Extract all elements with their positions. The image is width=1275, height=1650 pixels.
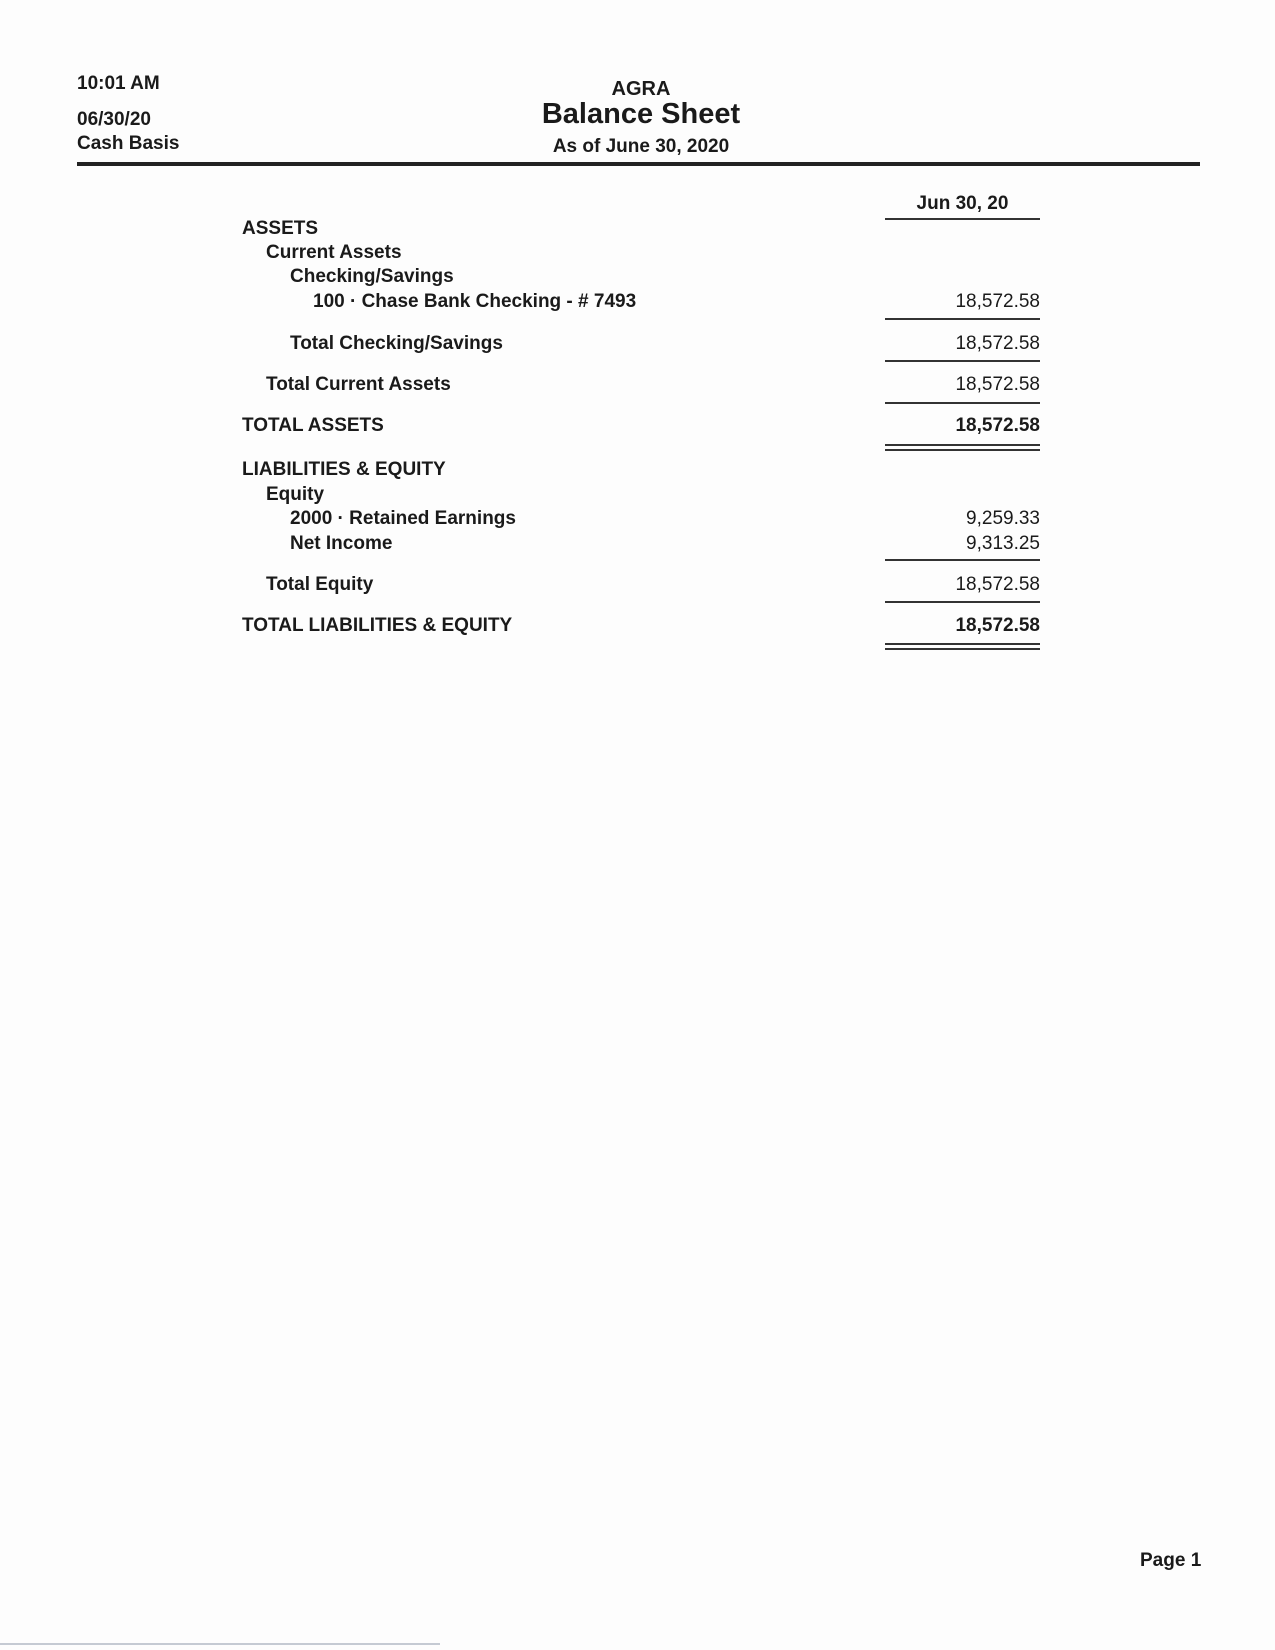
report-date: 06/30/20 <box>77 109 151 130</box>
group-checking-savings: Checking/Savings <box>290 266 454 287</box>
total-checking-savings-value: 18,572.58 <box>955 333 1040 354</box>
total-current-assets-label: Total Current Assets <box>266 374 451 395</box>
account-retained-earnings-label: 2000 · Retained Earnings <box>290 508 516 529</box>
section-liabilities-equity: LIABILITIES & EQUITY <box>242 459 446 480</box>
total-current-assets-value: 18,572.58 <box>955 374 1040 395</box>
net-income-label: Net Income <box>290 533 393 554</box>
total-equity-value: 18,572.58 <box>955 574 1040 595</box>
subtotal-rule <box>885 402 1040 404</box>
double-rule-top <box>885 444 1040 446</box>
scan-edge-line <box>0 1643 440 1645</box>
double-rule-top <box>885 643 1040 645</box>
header-divider <box>77 162 1200 166</box>
total-liabilities-equity-label: TOTAL LIABILITIES & EQUITY <box>242 615 513 636</box>
total-assets-label: TOTAL ASSETS <box>242 415 384 436</box>
total-assets-value: 18,572.58 <box>955 415 1040 436</box>
as-of-date: As of June 30, 2020 <box>552 136 730 157</box>
column-header-date: Jun 30, 20 <box>916 193 1009 214</box>
report-title: Balance Sheet <box>541 98 741 130</box>
company-name: AGRA <box>611 78 671 100</box>
net-income-value: 9,313.25 <box>966 533 1040 554</box>
column-header-underline <box>885 218 1040 220</box>
total-liabilities-equity-value: 18,572.58 <box>955 615 1040 636</box>
group-equity: Equity <box>266 484 325 505</box>
page-number: Page 1 <box>1140 1550 1202 1571</box>
account-chase-checking-value: 18,572.58 <box>955 291 1040 312</box>
subtotal-rule <box>885 318 1040 320</box>
report-basis: Cash Basis <box>77 133 180 154</box>
group-current-assets: Current Assets <box>266 242 402 263</box>
double-rule-bottom <box>885 449 1040 451</box>
subtotal-rule <box>885 360 1040 362</box>
double-rule-bottom <box>885 648 1040 650</box>
total-checking-savings-label: Total Checking/Savings <box>290 333 503 354</box>
account-chase-checking-label: 100 · Chase Bank Checking - # 7493 <box>313 291 637 312</box>
section-assets: ASSETS <box>242 218 319 239</box>
total-equity-label: Total Equity <box>266 574 374 595</box>
subtotal-rule <box>885 601 1040 603</box>
report-time: 10:01 AM <box>77 73 160 94</box>
account-retained-earnings-value: 9,259.33 <box>966 508 1040 529</box>
subtotal-rule <box>885 559 1040 561</box>
